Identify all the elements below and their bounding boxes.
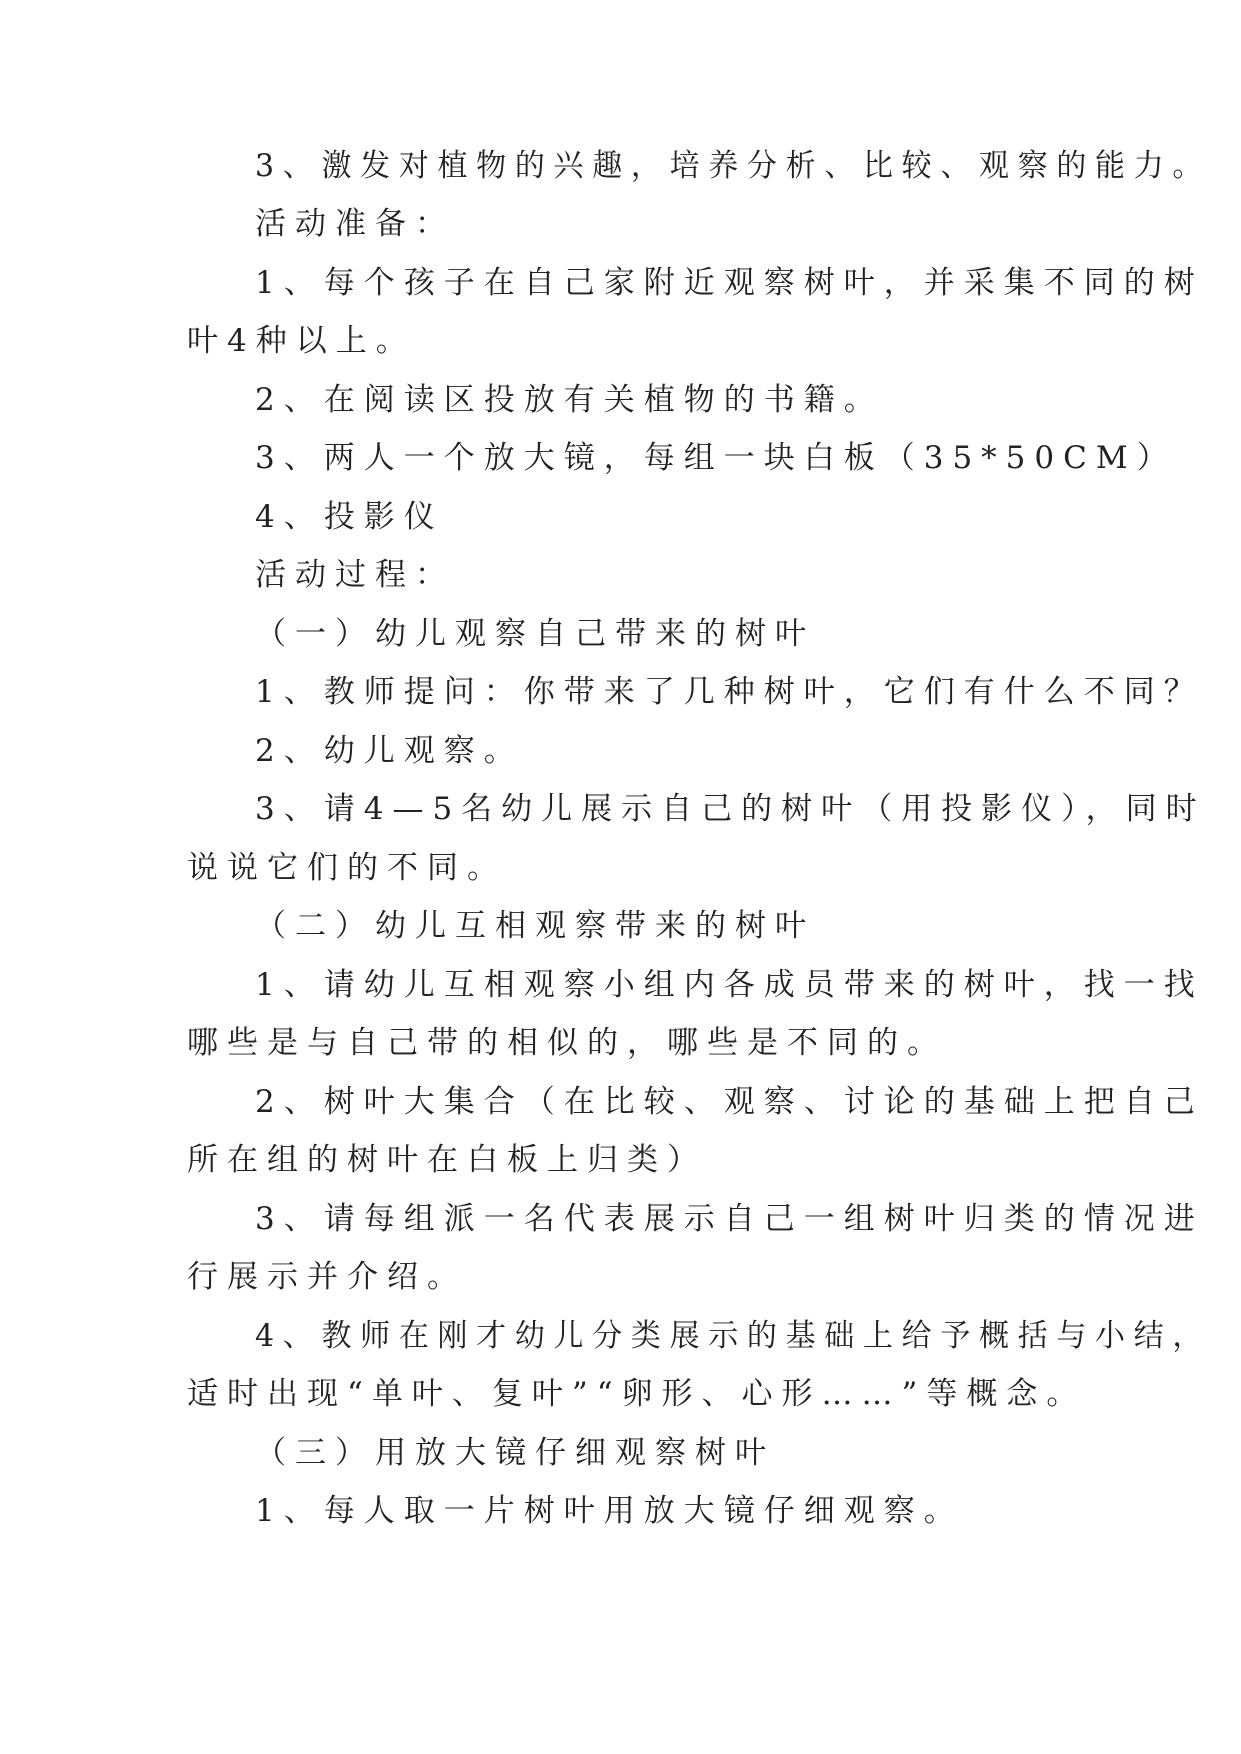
paragraph-line: 3、两人一个放大镜，每组一块白板（35*50CM） — [255, 440, 1177, 476]
paragraph-line: 叶4种以上。 — [187, 323, 416, 359]
subsection-heading: （一）幼儿观察自己带来的树叶 — [255, 616, 815, 652]
subsection-heading: （二）幼儿互相观察带来的树叶 — [255, 908, 815, 944]
paragraph-line: 说说它们的不同。 — [187, 850, 507, 886]
paragraph-line: 3、请每组派一名代表展示自己一组树叶归类的情况进 — [255, 1201, 1204, 1237]
paragraph-line: 2、幼儿观察。 — [255, 733, 524, 769]
section-heading: 活动准备： — [255, 206, 455, 242]
paragraph-line: 哪些是与自己带的相似的，哪些是不同的。 — [187, 1025, 947, 1061]
paragraph-line: 行展示并介绍。 — [187, 1259, 467, 1295]
paragraph-line: 所在组的树叶在白板上归类） — [187, 1142, 707, 1178]
paragraph-line: 2、树叶大集合（在比较、观察、讨论的基础上把自己 — [255, 1084, 1204, 1120]
paragraph-line: 3、激发对植物的兴趣，培养分析、比较、观察的能力。 — [255, 148, 1212, 184]
paragraph-line: 1、教师提问：你带来了几种树叶，它们有什么不同？ — [255, 674, 1204, 710]
paragraph-line: 适时出现“单叶、复叶”“卵形、心形……”等概念。 — [187, 1376, 1087, 1412]
paragraph-line: 4、投影仪 — [255, 499, 444, 535]
paragraph-line: 1、请幼儿互相观察小组内各成员带来的树叶，找一找 — [255, 967, 1204, 1003]
paragraph-line: 1、每人取一片树叶用放大镜仔细观察。 — [255, 1493, 964, 1529]
paragraph-line: 2、在阅读区投放有关植物的书籍。 — [255, 382, 884, 418]
paragraph-line: 1、每个孩子在自己家附近观察树叶，并采集不同的树 — [255, 265, 1204, 301]
subsection-heading: （三）用放大镜仔细观察树叶 — [255, 1435, 775, 1471]
paragraph-line: 3、请4—5名幼儿展示自己的树叶（用投影仪），同时 — [255, 791, 1206, 827]
section-heading: 活动过程： — [255, 557, 455, 593]
paragraph-line: 4、教师在刚才幼儿分类展示的基础上给予概括与小结， — [255, 1318, 1212, 1354]
